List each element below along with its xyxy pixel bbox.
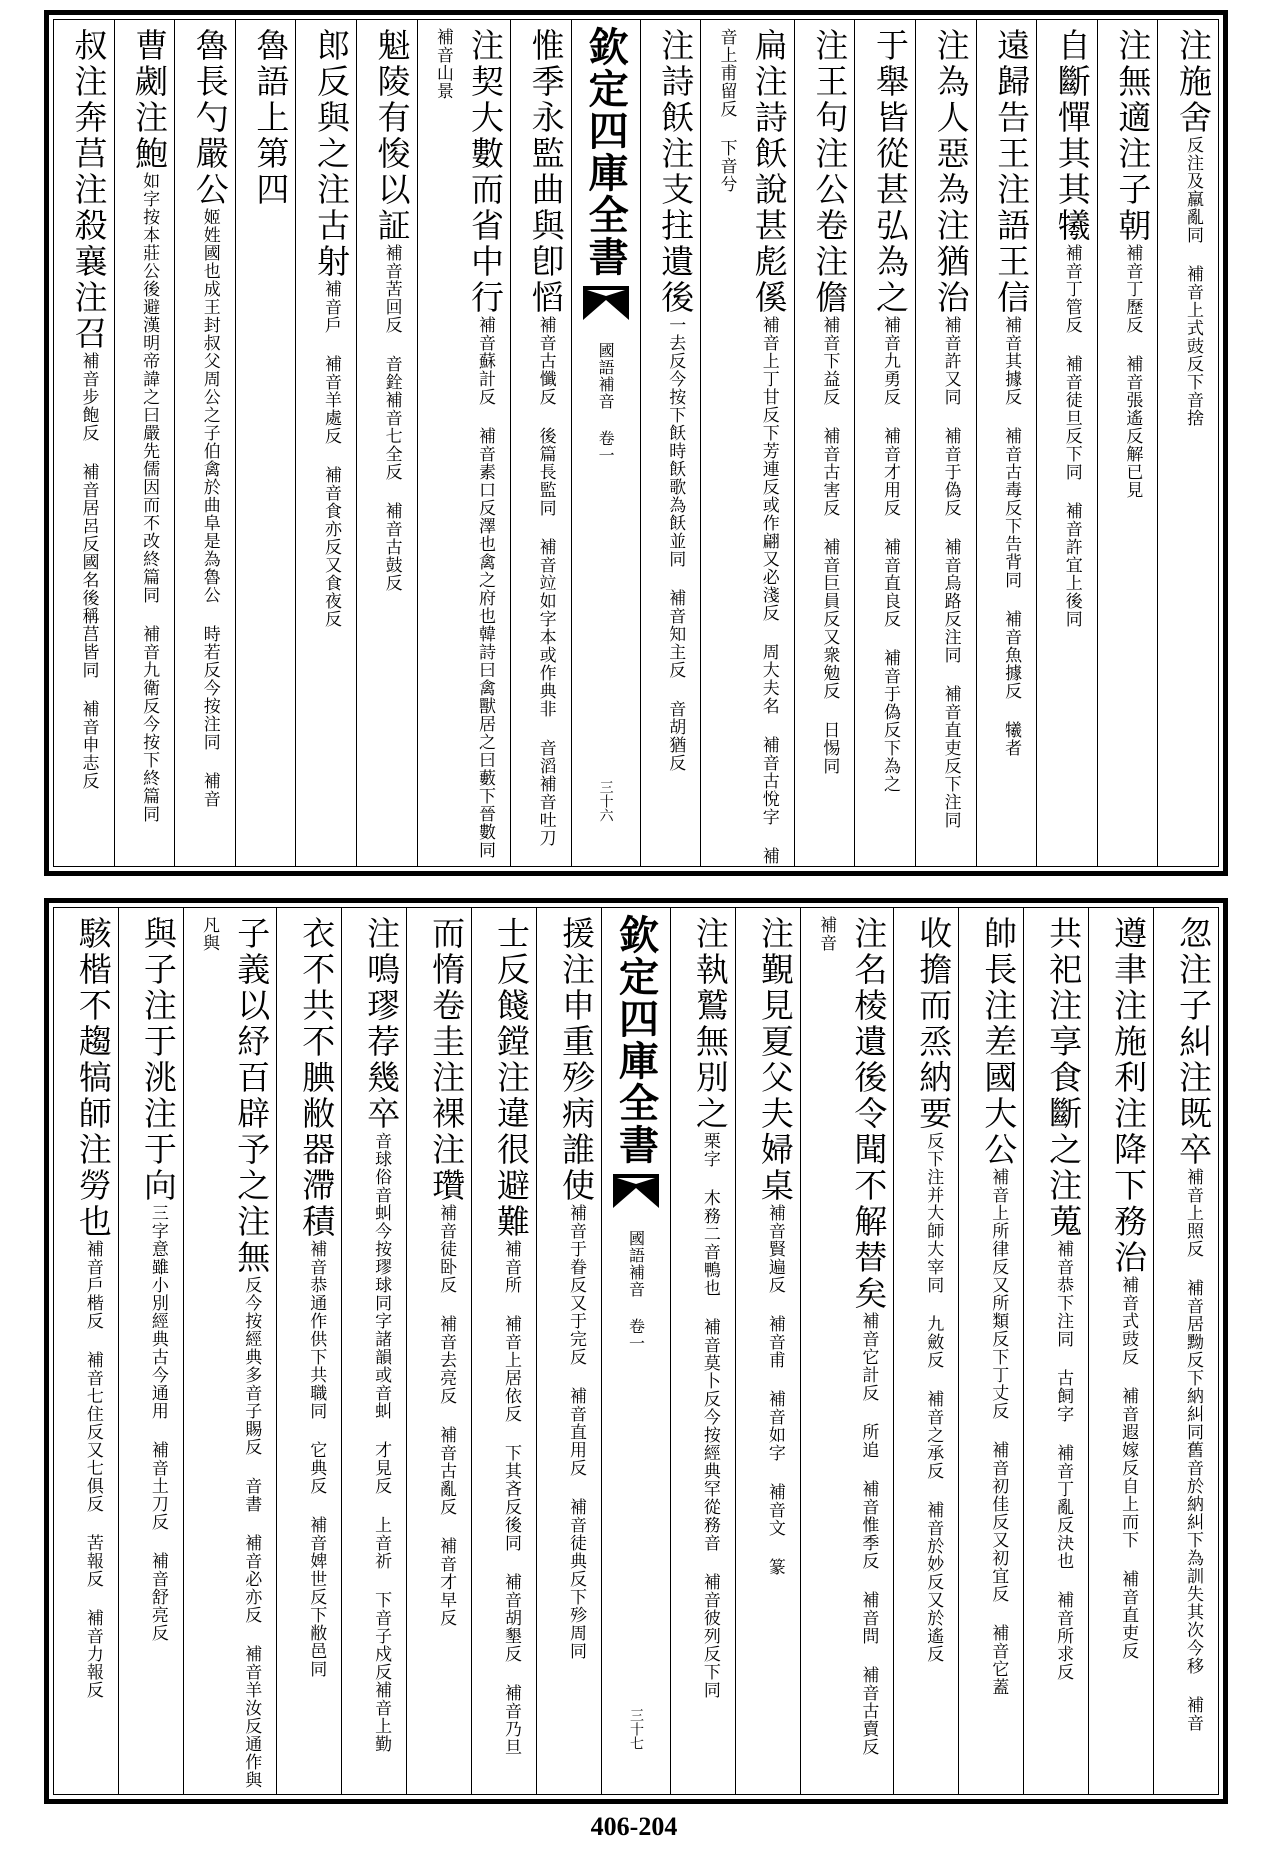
- lower-page-block: [44, 898, 1228, 1804]
- text-column: 注無適注子朝補音丁歷反 補音張遙反解已見: [1097, 20, 1158, 866]
- text-column: 注執鷲無別之栗字 木務二音鴨也 補音莫卜反今按經典罕從務音 補音彼列反下同: [670, 908, 735, 1794]
- volume-label: 國語補音 卷一: [626, 1230, 646, 1352]
- text-column: 于舉皆從甚弘為之補音九勇反 補音才用反 補音直良反 補音于偽反下為之: [854, 20, 915, 866]
- text-column: 收擔而烝納要反下注并大師大宰同 九斂反 補音之承反 補音於妙反又於遙反: [893, 908, 958, 1794]
- text-column: 注施舍反注及羸亂同 補音上式豉反下音捨: [1157, 20, 1218, 866]
- text-column: 注鳴璆荐幾卒音球俗音虯今按璆球同字諸韻或音虯 才見反 上音祈 下音子戍反補音上勤: [341, 908, 406, 1794]
- text-column: 注名棱遺後令聞不解替矣補音它計反 所追 補音惟季反 補音問 補音古賣反 補音: [800, 908, 893, 1794]
- text-column: 惟季永監曲與卽慆補音古懺反 後篇長監同 補音竝如字本或作典非 音滔補音吐刀: [510, 20, 571, 866]
- fishtail-mark-icon: [613, 1174, 659, 1208]
- text-column: 注覲見夏父夫婦桌補音賢遍反 補音甫 補音如字 補音文 篆: [735, 908, 800, 1794]
- text-column: 與子注于洮注于向三字意雖小別經典古今通用 補音土刀反 補音舒亮反: [118, 908, 183, 1794]
- volume-label: 國語補音 卷一: [596, 342, 616, 464]
- text-column: 駭楷不趨犒師注勞也補音戶楷反 補音七住反又七俱反 苦報反 補音力報反: [73, 916, 113, 1699]
- upper-page-block: [44, 10, 1228, 876]
- fishtail-mark-icon: [583, 286, 629, 320]
- text-column: 郎反與之注古射補音戶 補音羊處反 補音食亦反又食夜反: [295, 20, 356, 866]
- text-column: 魯長勺嚴公姬姓國也成王封叔父周公之子伯禽於曲阜是為魯公 時若反今按注同 補音: [174, 20, 235, 866]
- text-column: 而惰卷圭注裸注瓚補音徒卧反 補音去亮反 補音古亂反 補音才早反: [406, 908, 471, 1794]
- text-column: 士反餞鏜注違很避難補音所 補音上居依反 下其吝反後同 補音胡墾反 補音乃旦: [471, 908, 536, 1794]
- book-title: 欽定四庫全書: [612, 914, 660, 1166]
- text-column: 曹劌注鮑如字按本莊公後避漢明帝諱之曰嚴先儒因而不改終篇同 補音九衛反今按下終篇同: [114, 20, 175, 866]
- text-column: 援注申重殄病誰使補音于眷反又于完反 補音直用反 補音徒典反下殄周同: [536, 908, 601, 1794]
- text-column: 注詩飫注支拄遺後一去反今按下飫時飫歌為飫並同 補音知主反 音胡猶反: [640, 20, 701, 866]
- text-column: 自斷憚其其犧補音丁管反 補音徒旦反下同 補音許宜上後同: [1036, 20, 1097, 866]
- text-column: 叔注奔莒注殺襄注召補音步飽反 補音居呂反國名後稱莒皆同 補音申志反: [69, 28, 109, 790]
- text-column: 忽注子糾注既卒補音上照反 補音居黝反下納糾同舊音於納糾下為訓失其次今移 補音: [1153, 908, 1218, 1794]
- folio-number: 三十六: [597, 780, 614, 822]
- center-margin: [601, 908, 670, 1794]
- upper-page-columns: [53, 19, 1219, 867]
- text-column: 遵聿注施利注降下務治補音式豉反 補音遐嫁反自上而下 補音直吏反: [1088, 908, 1153, 1794]
- chapter-heading: 魯語上第四: [235, 20, 296, 866]
- text-column: 衣不共不腆敝器滯積補音恭通作供下共職同 它典反 補音婢世反下敝邑同: [276, 908, 341, 1794]
- text-column: 共祀注享食斷之注蒐補音恭下注同 古飼字 補音丁亂反決也 補音所求反: [1023, 908, 1088, 1794]
- lower-page-columns: [53, 907, 1219, 1795]
- text-column: 注契大數而省中行補音蘇計反 補音素口反澤也禽之府也韓詩曰禽獸居之曰藪下晉數同 補音山景: [417, 20, 510, 866]
- text-column: 扁注詩飫說甚彪傒補音上丁甘反下芳連反或作翩又必淺反 周大夫名 補音古悅字 補音上甫留反 下音兮: [700, 20, 793, 866]
- text-column: 注王句注公卷注儋補音下益反 補音古害反 補音巨員反又衆勉反 日惕同: [794, 20, 855, 866]
- folio-number: 三十七: [627, 1708, 644, 1750]
- text-column: 帥長注差國大公補音上所律反又所類反下丁丈反 補音初佳反又初宜反 補音它蓋: [958, 908, 1023, 1794]
- book-title: 欽定四庫全書: [582, 26, 630, 278]
- center-margin: [571, 20, 640, 866]
- text-column: 魁陵有悛以証補音苦回反 音銓補音七全反 補音古鼓反: [356, 20, 417, 866]
- text-column: 遠歸告王注語王信補音其據反 補音古毒反下告背同 補音魚據反 犧者: [976, 20, 1037, 866]
- page-number: 406-204: [590, 1812, 678, 1841]
- text-column: 注為人惡為注猶治補音許又同 補音于偽反 補音烏路反注同 補音直吏反下注同: [915, 20, 976, 866]
- text-column: 子義以紓百辟予之注無反今按經典多音子賜反 音書 補音必亦反 補音羊汝反通作與凡與: [183, 908, 276, 1794]
